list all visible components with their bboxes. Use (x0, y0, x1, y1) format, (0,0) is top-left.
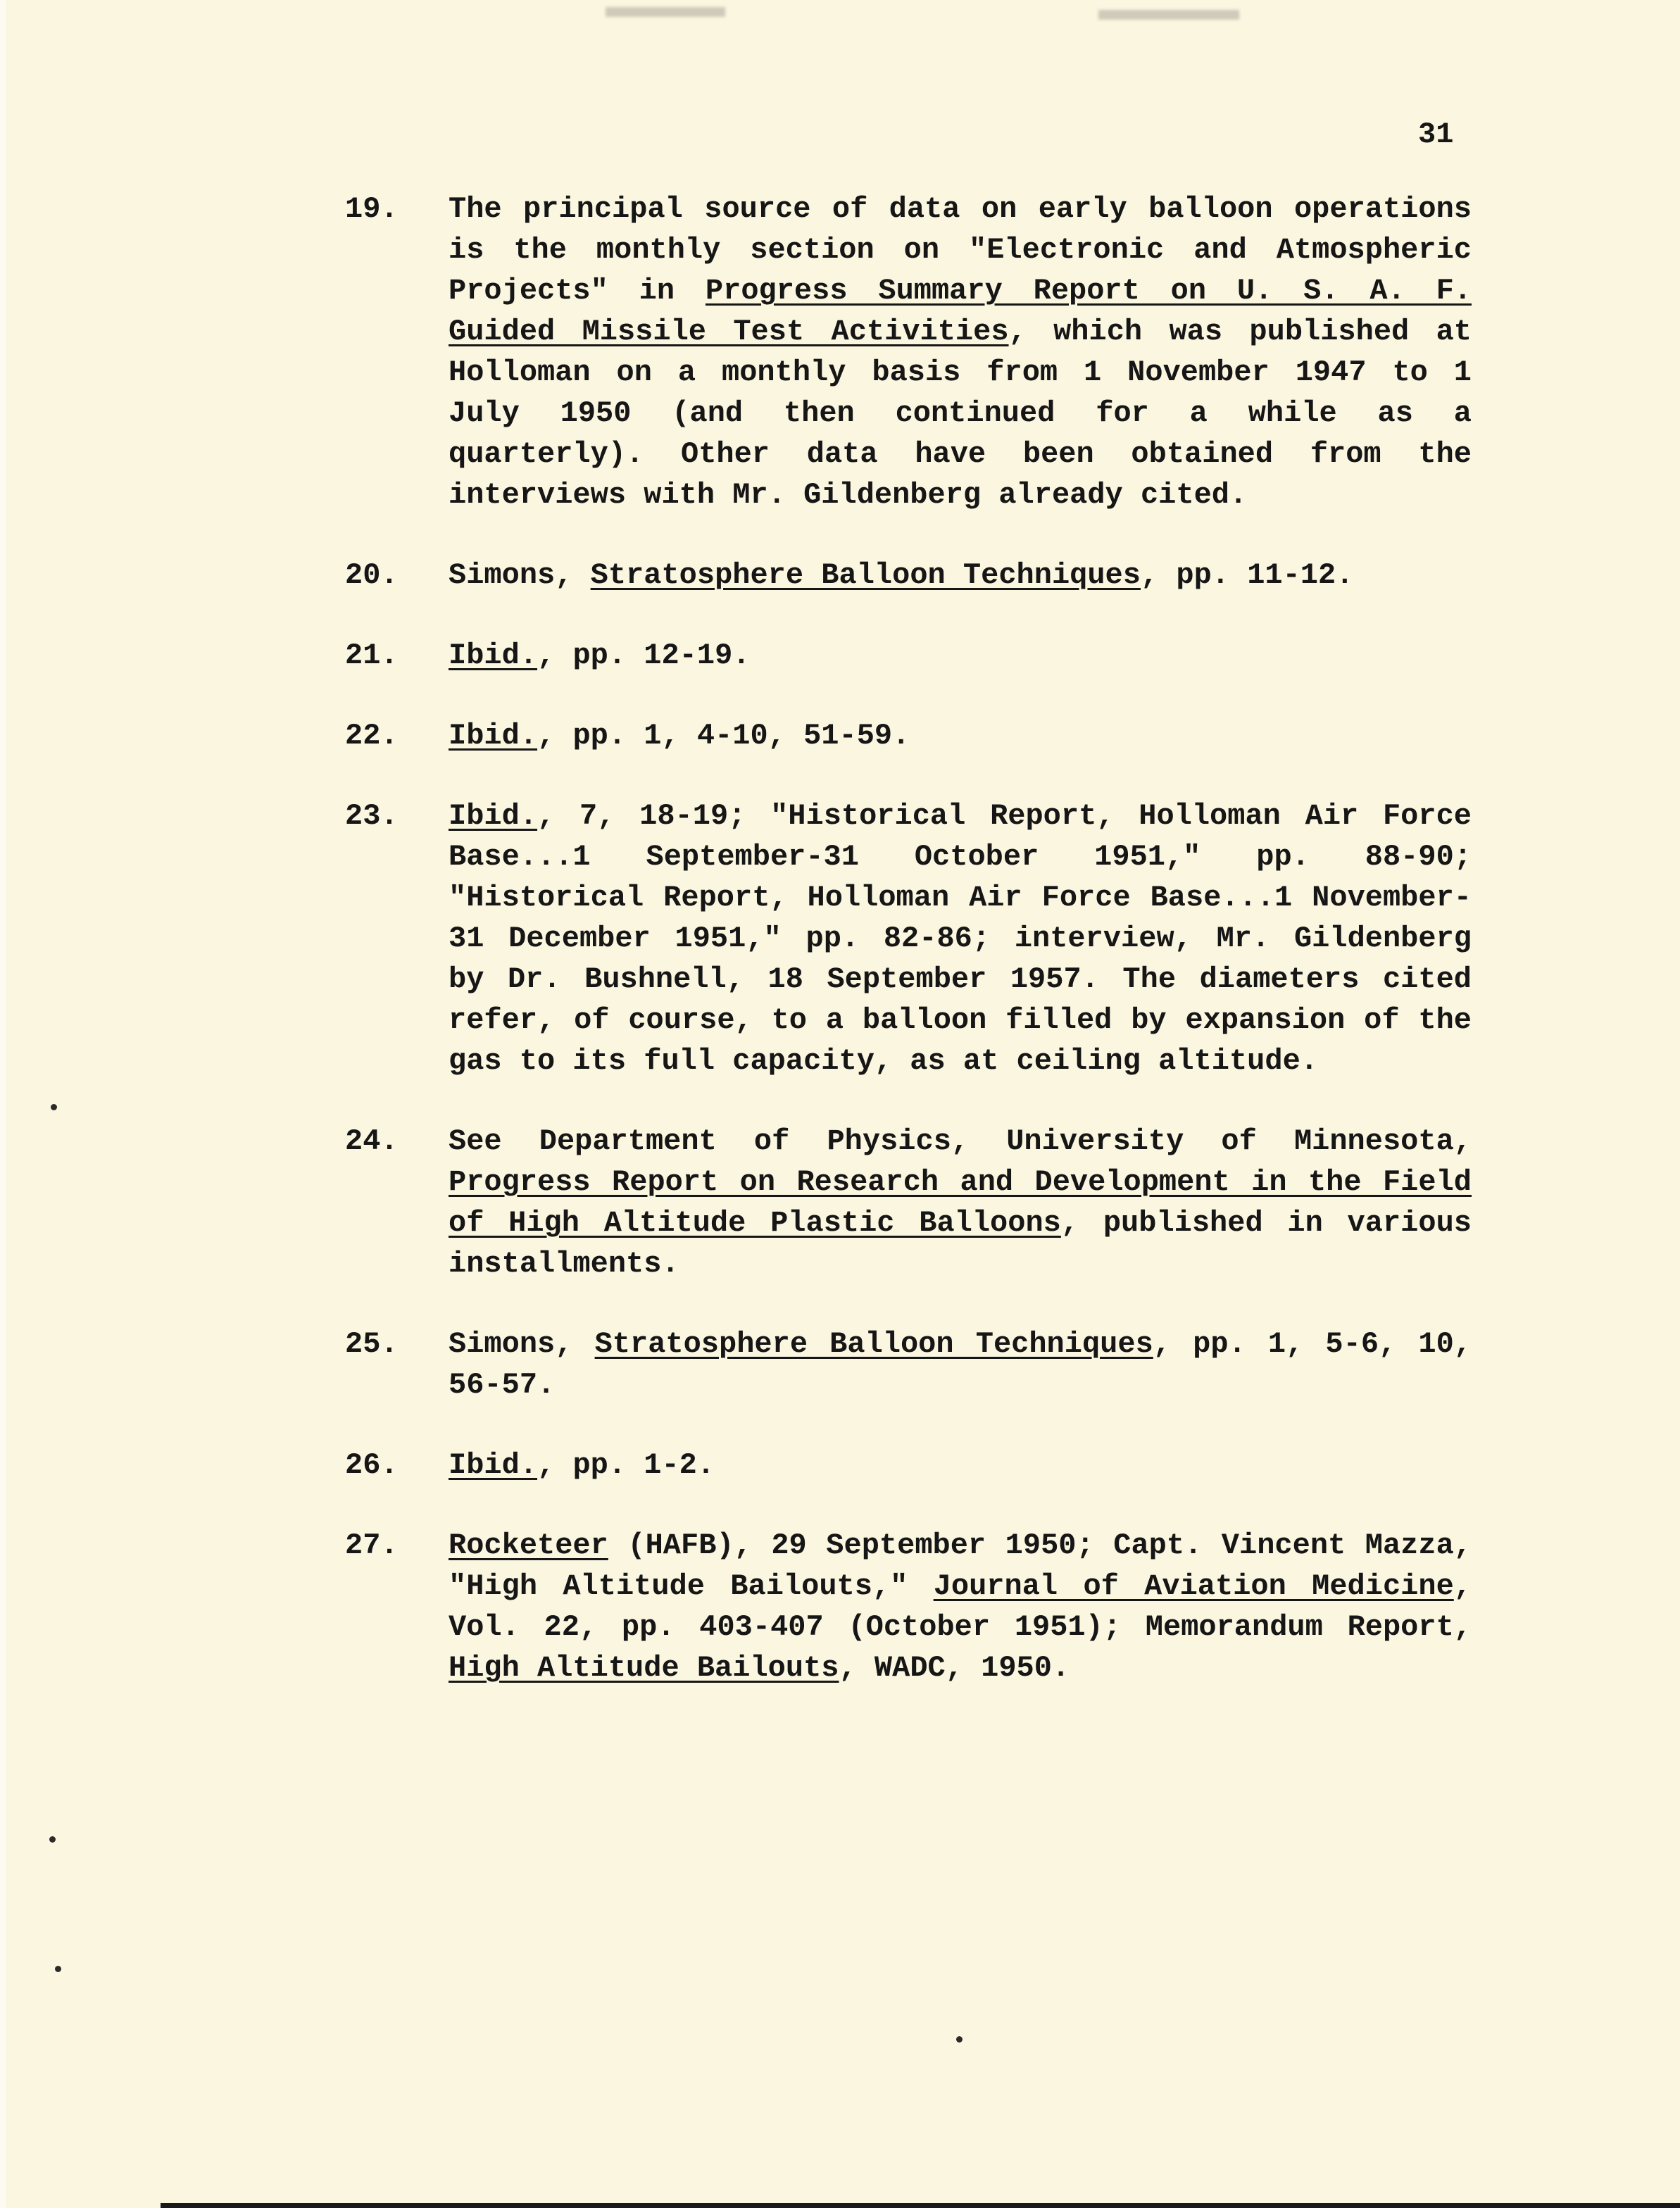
scan-smudge (606, 7, 725, 17)
page-number: 31 (1418, 118, 1454, 151)
note-25 (345, 1324, 1472, 1405)
scan-edge-left (0, 0, 6, 2208)
endnotes-list (345, 189, 1472, 1728)
scan-speck (51, 1104, 57, 1110)
note-24 (345, 1121, 1472, 1284)
note-number: 22. (345, 719, 399, 753)
note-23 (345, 796, 1472, 1081)
note-text: Ibid., pp. 1-2. (449, 1448, 715, 1482)
note-text: Ibid., pp. 12-19. (449, 639, 751, 672)
note-text: Ibid., pp. 1, 4-10, 51-59. (449, 719, 910, 753)
note-22 (345, 715, 1472, 756)
scan-speck (956, 2036, 963, 2043)
note-26 (345, 1445, 1472, 1486)
note-number: 20. (345, 558, 399, 592)
note-text: See Department of Physics, University of Minnesota, Progress Report on Research and Development in the Field of High Altitude Plastic Balloons, published in various installments. (449, 1124, 1472, 1281)
note-number: 26. (345, 1448, 399, 1482)
note-text: Simons, Stratosphere Balloon Techniques, pp. 1, 5-6, 10, 56-57. (449, 1327, 1472, 1402)
scan-edge-bottom (161, 2203, 1680, 2208)
note-19 (345, 189, 1472, 515)
note-text: Simons, Stratosphere Balloon Techniques, pp. 11-12. (449, 558, 1354, 592)
note-text: Rocketeer (HAFB), 29 September 1950; Capt. Vincent Mazza, "High Altitude Bailouts," Journal of Aviation Medicine, Vol. 22, pp. 403-407 (October 1951); Memorandum Report, High Altitude Bailouts, WADC, 1950. (449, 1529, 1472, 1685)
note-text: The principal source of data on early balloon operations is the monthly section on "Electronic and Atmospheric Projects" in Progress Summary Report on U. S. A. F. Guided Missile Test Activities, which was published at Holloman on a monthly basis from 1 November 1947 to 1 July 1950 (and then continued for a while as a quarterly). Other data have been obtained from the interviews with Mr. Gildenberg already cited. (449, 192, 1472, 512)
note-text: Ibid., 7, 18-19; "Historical Report, Holloman Air Force Base...1 September-31 October 1951," pp. 88-90; "Historical Report, Holloman Air Force Base...1 November-31 December 1951," pp. 82-86; interview, Mr. Gildenberg by Dr. Bushnell, 18 September 1957. The diameters cited refer, of course, to a balloon filled by expansion of the gas to its full capacity, as at ceiling altitude. (449, 799, 1472, 1078)
scan-speck (55, 1966, 61, 1972)
scan-smudge (1098, 10, 1239, 20)
note-21 (345, 635, 1472, 676)
note-number: 21. (345, 639, 399, 672)
scan-speck (49, 1836, 56, 1843)
note-number: 27. (345, 1529, 399, 1562)
note-20 (345, 555, 1472, 596)
note-number: 19. (345, 192, 399, 226)
note-27 (345, 1525, 1472, 1688)
note-number: 25. (345, 1327, 399, 1361)
note-number: 24. (345, 1124, 399, 1158)
note-number: 23. (345, 799, 399, 833)
